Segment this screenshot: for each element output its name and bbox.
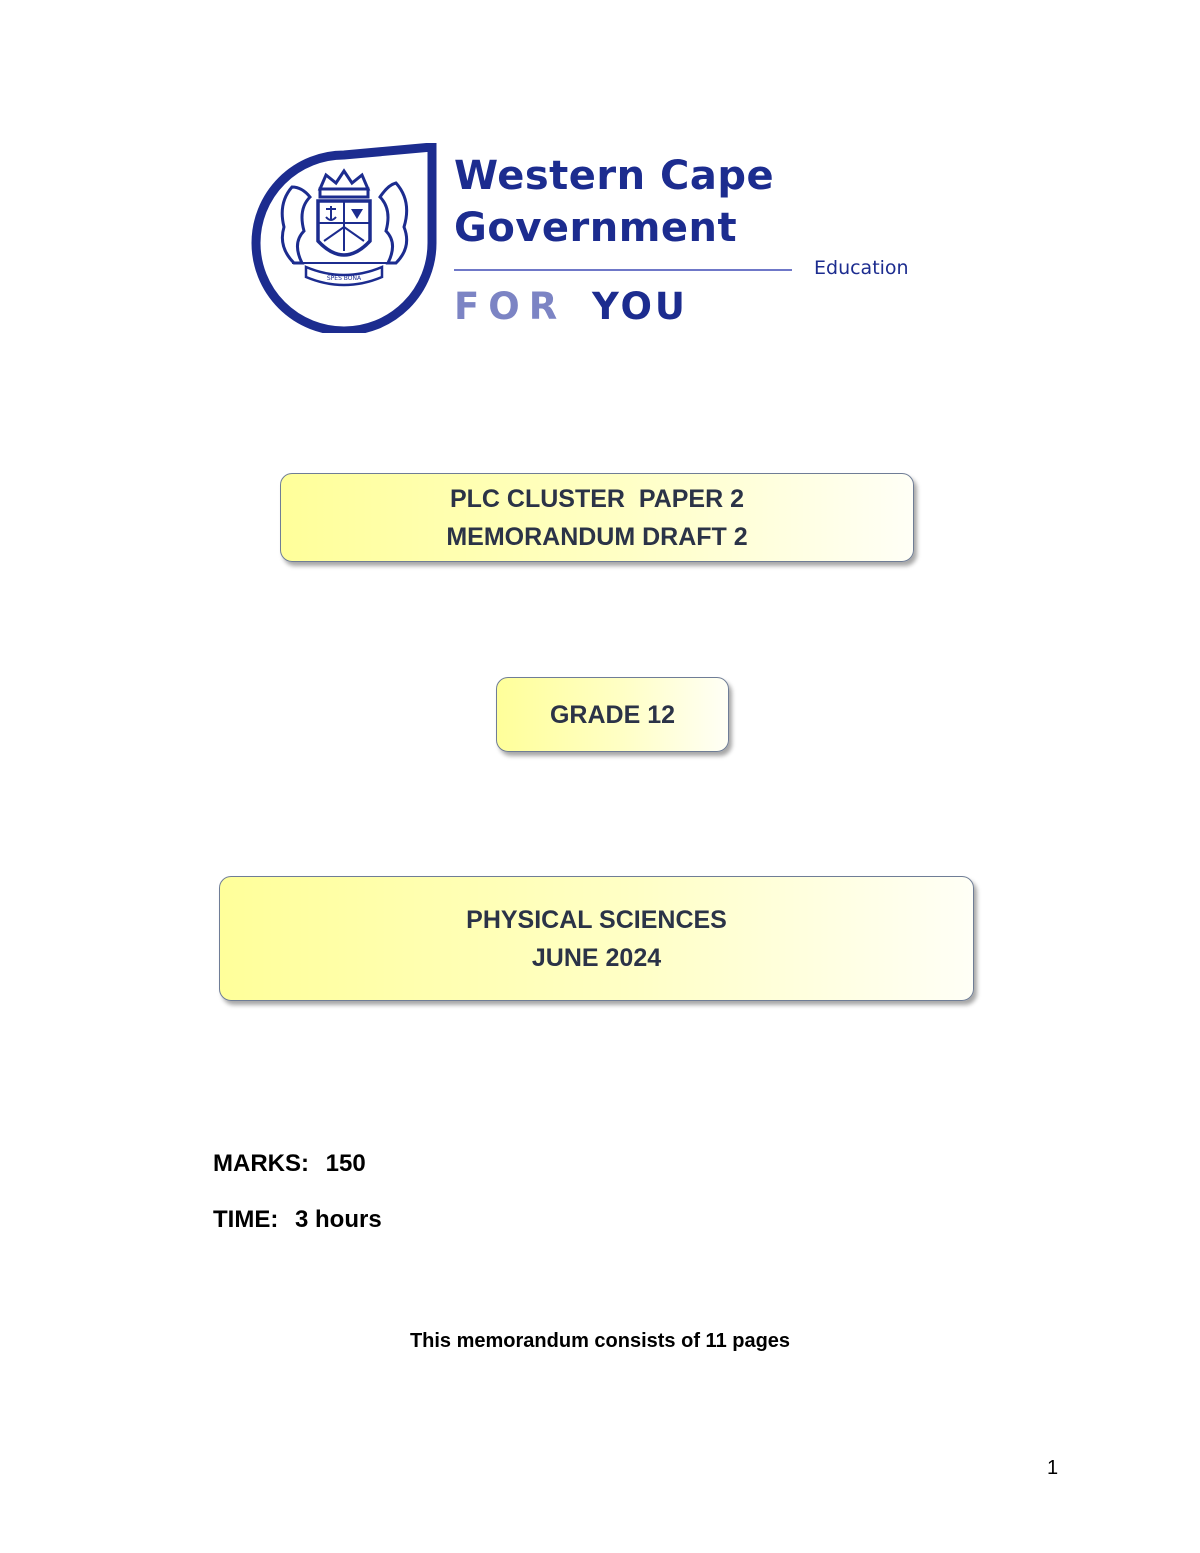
wcg-logo xyxy=(248,143,928,333)
marks-value: 150 xyxy=(325,1150,366,1177)
tagline-for: FOR xyxy=(454,285,567,328)
time-row xyxy=(213,1206,382,1234)
paper-title-line2: MEMORANDUM DRAFT 2 xyxy=(446,522,748,551)
marks-row xyxy=(213,1150,366,1178)
subject-name: PHYSICAL SCIENCES xyxy=(466,905,727,934)
org-name-line1: Western Cape xyxy=(454,153,775,199)
department-label: Education xyxy=(814,257,909,279)
coat-of-arms-icon xyxy=(248,143,448,333)
crest-motto: SPES BONA xyxy=(326,275,362,282)
logo-divider xyxy=(454,269,792,271)
subject-box xyxy=(219,876,974,1001)
grade-box xyxy=(496,677,729,752)
paper-title-box xyxy=(280,473,914,562)
paper-title-line1: PLC CLUSTER PAPER 2 xyxy=(449,484,745,513)
org-name-line2: Government xyxy=(454,205,738,251)
grade-label: GRADE 12 xyxy=(549,700,676,729)
page-count-note: This memorandum consists of 11 pages xyxy=(409,1330,791,1352)
tagline-you: YOU xyxy=(592,285,688,328)
time-label: TIME: xyxy=(213,1206,279,1233)
time-value: 3 hours xyxy=(295,1206,382,1233)
exam-date: JUNE 2024 xyxy=(531,943,662,972)
page-number: 1 xyxy=(1047,1457,1059,1479)
marks-label: MARKS: xyxy=(213,1150,309,1177)
